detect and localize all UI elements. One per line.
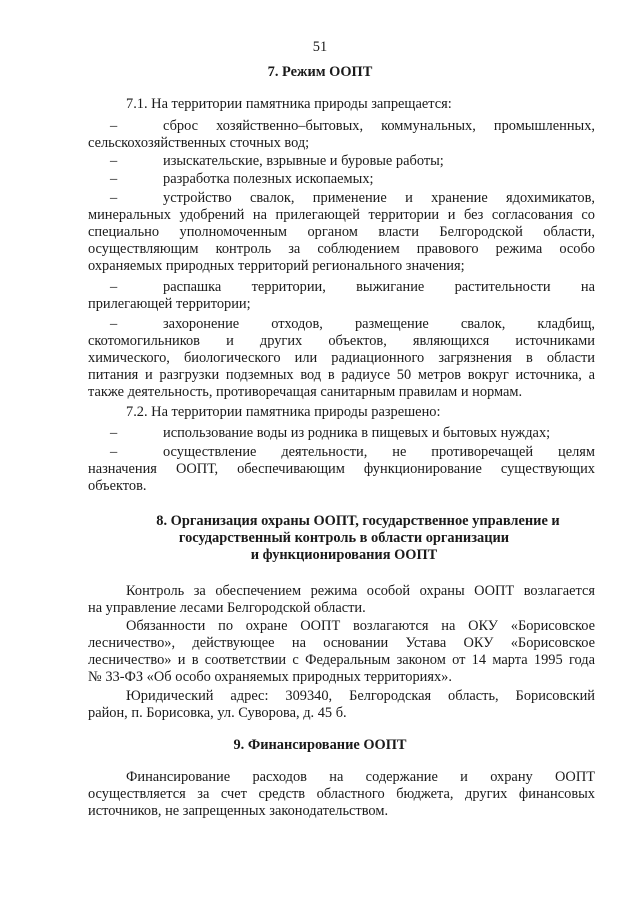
section-8-para-3-line-2: район, п. Борисовка, ул. Суворова, д. 45 б. [88,705,347,721]
section-8-heading-line-3: и функционирования ООПТ [250,547,438,563]
prohibited-item-5-line-1: распашка территории, выжигание растительности на [163,279,595,295]
prohibited-item-6-line-4: питания и разгрузки подземных вод в радиусе 50 метров вокруг источника, а [88,367,595,383]
section-9-heading: 9. Финансирование ООПТ [233,737,407,753]
section-8-heading-line-1: 8. Организация охраны ООПТ, государственное управление и [156,513,560,529]
section-7-heading: 7. Режим ООПТ [267,64,373,80]
prohibited-item-4-line-5: охраняемых природных территорий регионального значения; [88,258,465,274]
permitted-item-2-line-3: объектов. [88,478,147,494]
section-7-2-intro: 7.2. На территории памятника природы разрешено: [126,404,441,420]
section-8-para-1-line-2: на управление лесами Белгородской области. [88,600,366,616]
section-8-para-2-line-1: Обязанности по охране ООПТ возлагаются на ОКУ «Борисовское [126,618,595,634]
section-7-1-intro: 7.1. На территории памятника природы запрещается: [126,96,452,112]
permitted-item-2-line-1: осуществление деятельности, не противоречащей целям [163,444,595,460]
prohibited-item-2: изыскательские, взрывные и буровые работы; [163,153,444,169]
section-8-para-2-line-3: лесничество» и в соответствии с Федеральным законом от 14 марта 1995 года [88,652,595,668]
prohibited-item-4-line-3: специально уполномоченным органом власти Белгородской области, [88,224,595,240]
prohibited-item-4-line-4: осуществляющим контроль за соблюдением правового режима особо [88,241,595,257]
bullet-dash: – [110,118,118,134]
prohibited-item-1-line-2: сельскохозяйственных сточных вод; [88,135,310,151]
bullet-dash: – [110,171,118,187]
prohibited-item-5-line-2: прилегающей территории; [88,296,251,312]
section-8-heading-line-2: государственный контроль в области организации [178,530,510,546]
prohibited-item-6-line-3: химического, биологического или радиационного загрязнения в области [88,350,595,366]
prohibited-item-6-line-2: скотомогильников и других объектов, являющихся источниками [88,333,595,349]
section-9-para-1-line-1: Финансирование расходов на содержание и охрану ООПТ [126,769,595,785]
prohibited-item-6-line-5: также деятельность, противоречащая санитарным правилам и нормам. [88,384,523,400]
section-9-para-1-line-3: источников, не запрещенных законодательством. [88,803,389,819]
permitted-item-1: использование воды из родника в пищевых и бытовых нуждах; [163,425,551,441]
bullet-dash: – [110,190,118,206]
section-9-para-1-line-2: осуществляется за счет средств областного бюджета, других финансовых [88,786,595,802]
bullet-dash: – [110,425,118,441]
section-8-para-2-line-4: № 33-ФЗ «Об особо охраняемых природных территориях». [88,669,452,685]
bullet-dash: – [110,153,118,169]
bullet-dash: – [110,279,118,295]
prohibited-item-6-line-1: захоронение отходов, размещение свалок, кладбищ, [163,316,595,332]
section-8-para-3-line-1: Юридический адрес: 309340, Белгородская область, Борисовский [126,688,595,704]
prohibited-item-4-line-1: устройство свалок, применение и хранение ядохимикатов, [163,190,595,206]
section-8-para-2-line-2: лесничество», действующее на основании Устава ОКУ «Борисовское [88,635,595,651]
prohibited-item-3: разработка полезных ископаемых; [163,171,374,187]
page-number: 51 [312,39,328,55]
permitted-item-2-line-2: назначения ООПТ, обеспечивающим функционирование существующих [88,461,595,477]
prohibited-item-1-line-1: сброс хозяйственно–бытовых, коммунальных, промышленных, [163,118,595,134]
prohibited-item-4-line-2: минеральных удобрений на прилегающей территории и без согласования со [88,207,595,223]
bullet-dash: – [110,316,118,332]
bullet-dash: – [110,444,118,460]
section-8-para-1-line-1: Контроль за обеспечением режима особой охраны ООПТ возлагается [126,583,595,599]
